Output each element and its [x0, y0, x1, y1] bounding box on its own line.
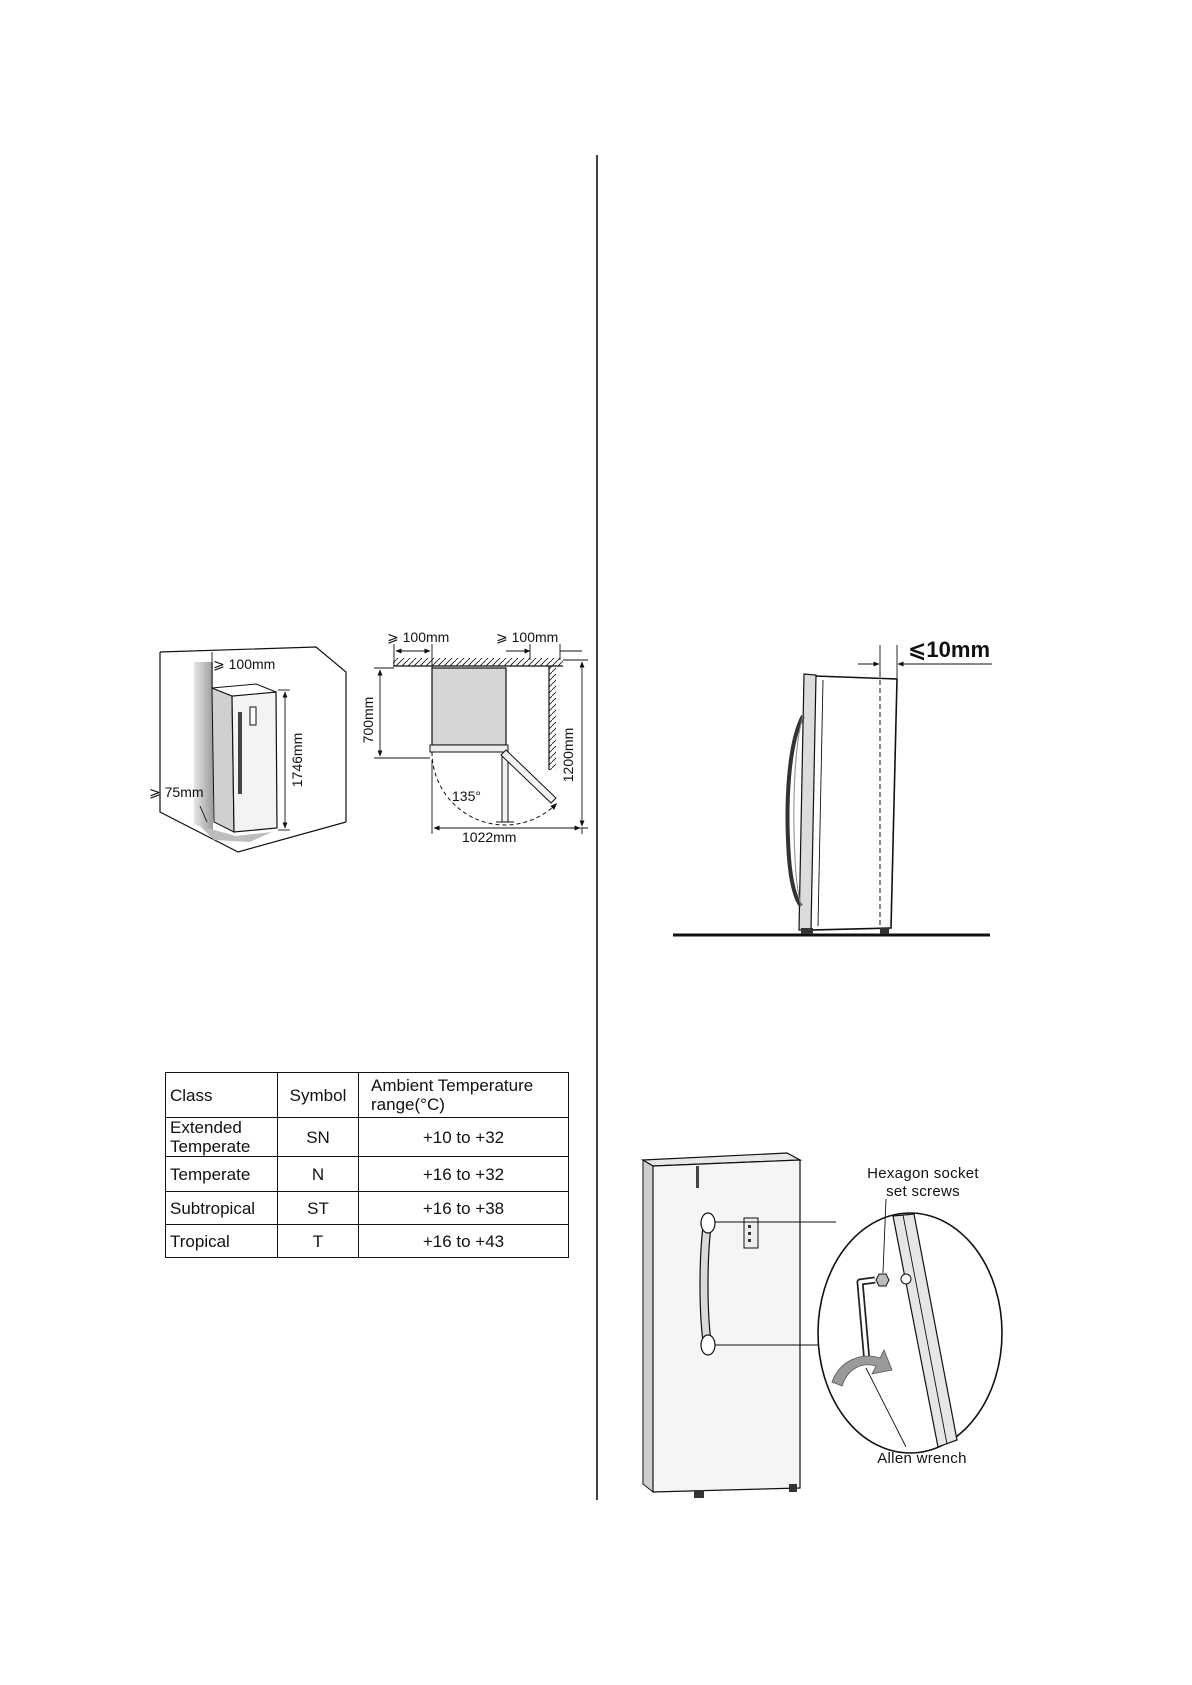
row-class: Temperate [166, 1157, 278, 1192]
row-class: Subtropical [166, 1192, 278, 1225]
refrigerator-front [643, 1153, 800, 1498]
table-row [166, 1118, 569, 1157]
wall-shadow [194, 662, 213, 832]
row-range: +16 to +43 [359, 1225, 569, 1258]
screws-label-line2: set screws [886, 1183, 960, 1200]
row-class: Tropical [166, 1225, 278, 1258]
height-dimension-label: 1746mm [289, 732, 305, 788]
side-clearance-label: ⩾ 75mm [149, 784, 204, 800]
right-clearance-label: ⩾ 100mm [496, 629, 559, 645]
tilt-limit-label: ⩽10mm [908, 637, 991, 662]
header-class: Class [166, 1073, 278, 1118]
row-symbol: ST [278, 1192, 359, 1225]
table-header-row [166, 1073, 569, 1118]
fridge-plan [432, 668, 506, 745]
door-angle-label: 135° [452, 788, 481, 804]
fridge-body-side [810, 676, 897, 930]
hexagon-socket-screw [876, 1274, 889, 1286]
row-symbol: T [278, 1225, 359, 1258]
back-wall-hatch [393, 658, 563, 666]
allen-wrench-label: Allen wrench [877, 1450, 967, 1467]
table-row [166, 1157, 569, 1192]
table-row [166, 1225, 569, 1258]
door-90-position [502, 754, 508, 822]
rear-foot [880, 928, 889, 934]
installation-space-figure [149, 647, 346, 852]
door-135-position [501, 750, 556, 803]
fridge-display [250, 707, 256, 725]
row-range: +16 to +32 [359, 1157, 569, 1192]
row-range: +16 to +38 [359, 1192, 569, 1225]
table-row [166, 1192, 569, 1225]
width-dimension-label: 1022mm [462, 829, 517, 845]
handle-bottom-mount [701, 1335, 715, 1355]
top-clearance-label: ⩾ 100mm [213, 656, 276, 672]
row-symbol: SN [278, 1118, 359, 1157]
front-foot [801, 928, 813, 934]
left-clearance-label: ⩾ 100mm [387, 629, 450, 645]
total-depth-dimension-label: 1200mm [560, 727, 576, 783]
side-wall-hatch [549, 666, 556, 770]
door-opening-figure [360, 629, 588, 845]
handle-top-mount [701, 1213, 715, 1233]
refrigerator-3d [212, 684, 277, 832]
climate-class-table [165, 1072, 569, 1258]
fridge-handle [238, 712, 242, 794]
header-symbol: Symbol [278, 1073, 359, 1118]
closed-door [430, 745, 508, 752]
handle-installation-figure [643, 1153, 1002, 1498]
depth-dimension-label: 700mm [360, 696, 376, 744]
row-range: +10 to +32 [359, 1118, 569, 1157]
door-hinge [696, 1166, 699, 1188]
header-temperature-range: Ambient Temperature range(°C) [359, 1073, 569, 1118]
mount-hole [901, 1274, 911, 1284]
screws-label-line1: Hexagon socket [867, 1165, 979, 1182]
leveling-figure [673, 637, 992, 935]
row-symbol: N [278, 1157, 359, 1192]
row-class: Extended Temperate [166, 1118, 278, 1157]
